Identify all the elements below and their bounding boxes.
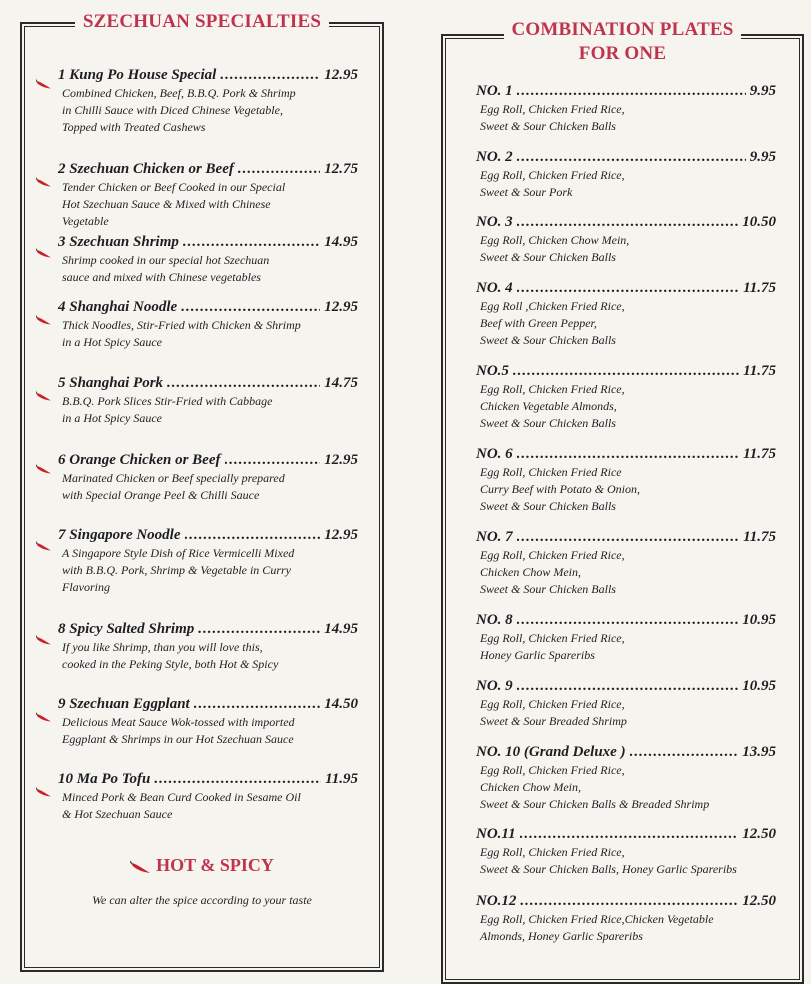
menu-item-price: 9.95 (749, 83, 776, 99)
menu-item-price: 12.95 (324, 299, 358, 315)
menu-item-description (58, 470, 358, 504)
menu-item-description (476, 630, 776, 664)
menu-item (58, 233, 358, 286)
menu-item-header (58, 451, 358, 469)
menu-item (58, 451, 358, 504)
dot-leader (517, 528, 739, 546)
menu-item-description (476, 167, 776, 201)
menu-item-name: 7 Singapore Noodle (58, 527, 181, 543)
description-line: Delicious Meat Sauce Wok-tossed with imported (62, 715, 295, 729)
menu-item-description (58, 317, 358, 351)
menu-item (58, 66, 358, 136)
description-line: Vegetable (62, 214, 109, 228)
dot-leader (238, 160, 320, 178)
description-line: Sweet & Sour Chicken Balls & Breaded Shrimp (480, 797, 710, 811)
menu-item-name: 4 Shanghai Noodle (58, 299, 178, 315)
menu-item-price: 14.75 (324, 375, 358, 391)
menu-item (58, 374, 358, 427)
menu-item (476, 677, 776, 730)
description-line: Sweet & Sour Chicken Balls (480, 499, 616, 513)
menu-item-description (58, 639, 358, 673)
chili-pepper-icon (36, 315, 52, 325)
menu-item-header (58, 620, 358, 638)
menu-item-price: 14.95 (324, 621, 358, 637)
menu-item-description (476, 298, 776, 349)
menu-item-description (58, 252, 358, 286)
menu-item-description (476, 381, 776, 432)
menu-item-price: 10.95 (742, 612, 776, 628)
spice-note: We can alter the spice according to your taste (92, 893, 312, 907)
menu-item-name: 10 Ma Po Tofu (58, 771, 151, 787)
menu-item-name: NO. 3 (476, 214, 513, 230)
dot-leader (167, 374, 320, 392)
description-line: sauce and mixed with Chinese vegetables (62, 270, 261, 284)
menu-item-name: 3 Szechuan Shrimp (58, 234, 179, 250)
description-line: Topped with Treated Cashews (62, 120, 206, 134)
menu-item-header (58, 160, 358, 178)
dot-leader (198, 620, 320, 638)
description-line: Almonds, Honey Garlic Spareribs (480, 929, 643, 943)
menu-item-description (476, 547, 776, 598)
description-line: Egg Roll, Chicken Fried Rice, (480, 631, 625, 645)
menu-item-description (58, 393, 358, 427)
description-line: Egg Roll, Chicken Fried Rice,Chicken Vegetable (480, 912, 714, 926)
menu-item (476, 611, 776, 664)
menu-item-header (476, 82, 776, 100)
menu-item-name: NO.5 (476, 363, 509, 379)
dot-leader (194, 695, 321, 713)
description-line: in a Hot Spicy Sauce (62, 335, 162, 349)
menu-item-description (476, 232, 776, 266)
menu-item-header (476, 362, 776, 380)
menu-item-price: 14.95 (324, 234, 358, 250)
menu-item-price: 12.50 (742, 893, 776, 909)
menu-item-price: 12.95 (324, 67, 358, 83)
menu-item-header (58, 298, 358, 316)
description-line: Hot Szechuan Sauce & Mixed with Chinese (62, 197, 271, 211)
description-line: B.B.Q. Pork Slices Stir-Fried with Cabbage (62, 394, 273, 408)
chili-pepper-icon (36, 79, 52, 89)
menu-item-description (476, 911, 776, 945)
dot-leader (517, 445, 739, 463)
menu-item-description (58, 714, 358, 748)
dot-leader (183, 233, 320, 251)
menu-item (476, 528, 776, 598)
menu-item-price: 11.75 (743, 363, 776, 379)
description-line: Chicken Vegetable Almonds, (480, 399, 617, 413)
menu-item-price: 12.50 (742, 826, 776, 842)
dot-leader (181, 298, 320, 316)
menu-item (476, 279, 776, 349)
menu-item-description (58, 85, 358, 136)
dot-leader (520, 892, 738, 910)
chili-pepper-icon (36, 177, 52, 187)
dot-leader (517, 279, 739, 297)
menu-item-description (476, 101, 776, 135)
description-line: Sweet & Sour Breaded Shrimp (480, 714, 627, 728)
description-line: Thick Noodles, Stir-Fried with Chicken & Shrimp (62, 318, 301, 332)
menu-item-name: 6 Orange Chicken or Beef (58, 452, 221, 468)
dot-leader (517, 677, 739, 695)
menu-item-header (476, 279, 776, 297)
menu-item-name: NO. 10 (Grand Deluxe ) (476, 744, 626, 760)
chili-pepper-icon (130, 860, 152, 874)
description-line: A Singapore Style Dish of Rice Vermicelli Mixed (62, 546, 295, 560)
menu-item-header (58, 526, 358, 544)
menu-item (58, 526, 358, 596)
menu-item-price: 9.95 (749, 149, 776, 165)
description-line: cooked in the Peking Style, both Hot & Spicy (62, 657, 279, 671)
menu-item-header (476, 213, 776, 231)
menu-item-header (58, 66, 358, 84)
hot-spicy-label: HOT & SPICY (156, 855, 274, 875)
menu-item-price: 11.75 (743, 529, 776, 545)
description-line: in Chilli Sauce with Diced Chinese Vegetable, (62, 103, 283, 117)
menu-item-price: 11.75 (743, 280, 776, 296)
chili-pepper-icon (36, 248, 52, 258)
menu-item-description (58, 179, 358, 230)
menu-item-header (476, 148, 776, 166)
menu-item (58, 770, 358, 823)
menu-item-description (58, 789, 358, 823)
menu-item (58, 695, 358, 748)
description-line: Shrimp cooked in our special hot Szechuan (62, 253, 270, 267)
description-line: Honey Garlic Spareribs (480, 648, 595, 662)
menu-item (476, 892, 776, 945)
description-line: Eggplant & Shrimps in our Hot Szechuan Sauce (62, 732, 294, 746)
menu-item-name: 8 Spicy Salted Shrimp (58, 621, 195, 637)
description-line: Egg Roll, Chicken Chow Mein, (480, 233, 630, 247)
chili-pepper-icon (36, 541, 52, 551)
menu-item-header (58, 770, 358, 788)
chili-pepper-icon (36, 712, 52, 722)
description-line: Sweet & Sour Chicken Balls (480, 250, 616, 264)
description-line: in a Hot Spicy Sauce (62, 411, 162, 425)
menu-item-name: 1 Kung Po House Special (58, 67, 217, 83)
menu-item (476, 82, 776, 135)
dot-leader (630, 743, 739, 761)
description-line: Combined Chicken, Beef, B.B.Q. Pork & Shrimp (62, 86, 296, 100)
description-line: Egg Roll, Chicken Fried Rice, (480, 382, 625, 396)
description-line: Egg Roll, Chicken Fried Rice (480, 465, 622, 479)
description-line: If you like Shrimp, than you will love this, (62, 640, 263, 654)
description-line: Tender Chicken or Beef Cooked in our Special (62, 180, 286, 194)
description-line: with B.B.Q. Pork, Shrimp & Vegetable in Curry (62, 563, 291, 577)
menu-item-price: 11.75 (743, 446, 776, 462)
chili-pepper-icon (36, 464, 52, 474)
menu-item-description (58, 545, 358, 596)
dot-leader (517, 611, 739, 629)
menu-item-name: NO. 6 (476, 446, 513, 462)
menu-item-header (476, 743, 776, 761)
menu-item (476, 825, 776, 878)
chili-pepper-icon (36, 391, 52, 401)
description-line: Egg Roll ,Chicken Fried Rice, (480, 299, 625, 313)
menu-item-name: NO.11 (476, 826, 516, 842)
szechuan-specialties-title: SZECHUAN SPECIALTIES (22, 10, 382, 34)
menu-item-header (476, 825, 776, 843)
description-line: Beef with Green Pepper, (480, 316, 597, 330)
description-line: with Special Orange Peel & Chilli Sauce (62, 488, 260, 502)
menu-item-header (476, 611, 776, 629)
menu-item-price: 12.95 (324, 452, 358, 468)
menu-item-name: 2 Szechuan Chicken or Beef (58, 161, 234, 177)
menu-item-price: 11.95 (325, 771, 358, 787)
description-line: Sweet & Sour Chicken Balls (480, 582, 616, 596)
menu-item-price: 13.95 (742, 744, 776, 760)
description-line: Egg Roll, Chicken Fried Rice, (480, 102, 625, 116)
description-line: Egg Roll, Chicken Fried Rice, (480, 845, 625, 859)
combination-plates-title: COMBINATION PLATES FOR ONE (443, 18, 802, 66)
dot-leader (517, 148, 746, 166)
menu-item-description (476, 844, 776, 878)
dot-leader (517, 82, 746, 100)
menu-item-header (476, 445, 776, 463)
menu-item (58, 620, 358, 673)
menu-item-price: 10.50 (742, 214, 776, 230)
menu-item-name: NO. 4 (476, 280, 513, 296)
menu-item-price: 10.95 (742, 678, 776, 694)
description-line: Sweet & Sour Chicken Balls (480, 416, 616, 430)
menu-item-header (476, 677, 776, 695)
dot-leader (517, 213, 739, 231)
menu-item-name: NO.12 (476, 893, 517, 909)
menu-item-description (476, 464, 776, 515)
menu-item (58, 298, 358, 351)
menu-item-header (58, 695, 358, 713)
dot-leader (220, 66, 320, 84)
dot-leader (513, 362, 739, 380)
dot-leader (154, 770, 321, 788)
menu-item-name: NO. 8 (476, 612, 513, 628)
description-line: Minced Pork & Bean Curd Cooked in Sesame Oil (62, 790, 301, 804)
description-line: Chicken Chow Mein, (480, 780, 581, 794)
dot-leader (520, 825, 739, 843)
menu-item-description (476, 762, 776, 813)
description-line: & Hot Szechuan Sauce (62, 807, 173, 821)
description-line: Sweet & Sour Chicken Balls (480, 333, 616, 347)
description-line: Flavoring (62, 580, 110, 594)
menu-item (476, 743, 776, 813)
menu-item (476, 445, 776, 515)
chili-pepper-icon (36, 787, 52, 797)
description-line: Chicken Chow Mein, (480, 565, 581, 579)
chili-pepper-icon (36, 635, 52, 645)
description-line: Sweet & Sour Chicken Balls, Honey Garlic Spareribs (480, 862, 737, 876)
menu-item (476, 362, 776, 432)
description-line: Sweet & Sour Chicken Balls (480, 119, 616, 133)
description-line: Marinated Chicken or Beef specially prepared (62, 471, 285, 485)
menu-item-description (476, 696, 776, 730)
menu-item (476, 148, 776, 201)
menu-item-price: 12.75 (324, 161, 358, 177)
menu-item-name: NO. 9 (476, 678, 513, 694)
menu-item-header (58, 233, 358, 251)
description-line: Egg Roll, Chicken Fried Rice, (480, 548, 625, 562)
menu-item (476, 213, 776, 266)
dot-leader (225, 451, 321, 469)
description-line: Egg Roll, Chicken Fried Rice, (480, 763, 625, 777)
menu-item-header (476, 528, 776, 546)
menu-item-price: 12.95 (324, 527, 358, 543)
dot-leader (185, 526, 321, 544)
menu-item (58, 160, 358, 230)
menu-item-name: NO. 1 (476, 83, 513, 99)
description-line: Egg Roll, Chicken Fried Rice, (480, 168, 625, 182)
menu-item-name: 5 Shanghai Pork (58, 375, 164, 391)
description-line: Sweet & Sour Pork (480, 185, 573, 199)
menu-item-header (476, 892, 776, 910)
menu-item-name: 9 Szechuan Eggplant (58, 696, 190, 712)
menu-item-header (58, 374, 358, 392)
menu-item-price: 14.50 (324, 696, 358, 712)
menu-item-name: NO. 7 (476, 529, 513, 545)
menu-item-name: NO. 2 (476, 149, 513, 165)
description-line: Curry Beef with Potato & Onion, (480, 482, 640, 496)
description-line: Egg Roll, Chicken Fried Rice, (480, 697, 625, 711)
